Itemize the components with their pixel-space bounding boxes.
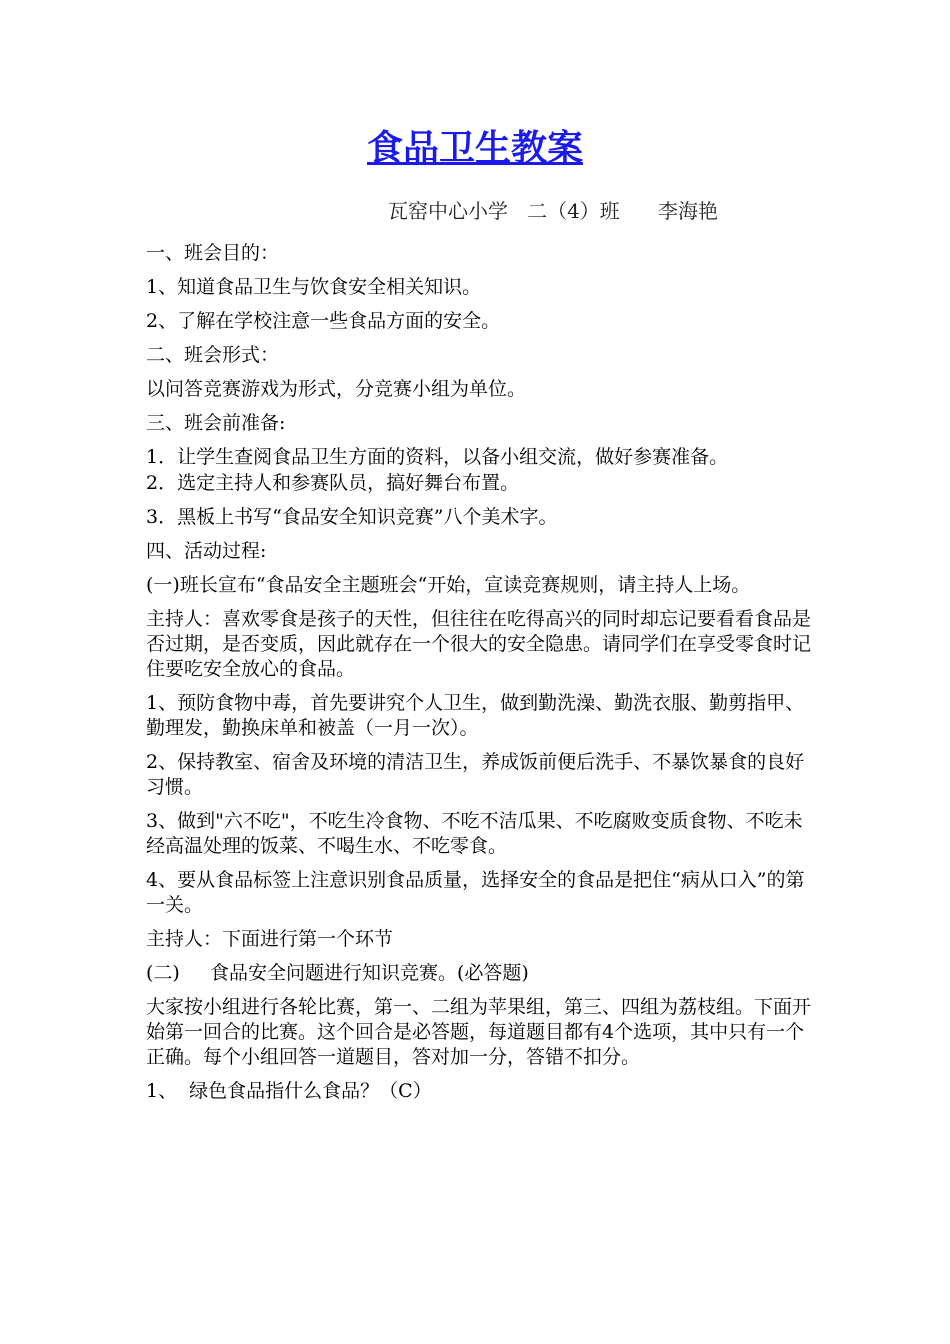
paragraph: 4、要从食品标签上注意识别食品质量，选择安全的食品是把住“病从口入”的第一关。 bbox=[146, 869, 805, 916]
paragraph: 主持人：喜欢零食是孩子的天性，但往往在吃得高兴的同时却忘记要看看食品是否过期，是否变质，因此就存在一个很大的安全隐患。请同学们在享受零食时记住要吃安全放心的食品。 bbox=[146, 608, 812, 680]
document-subtitle: 瓦窑中心小学 二（4）班 李海艳 bbox=[388, 199, 718, 223]
paragraph: 3．黑板上书写“食品安全知识竞赛”八个美术字。 bbox=[146, 506, 558, 528]
section-heading-preparation: 三、班会前准备: bbox=[146, 412, 286, 434]
section-heading-format: 二、班会形式： bbox=[146, 344, 280, 366]
paragraph: (一)班长宣布“食品安全主题班会“开始，宣读竞赛规则，请主持人上场。 bbox=[146, 574, 751, 596]
paragraph: 大家按小组进行各轮比赛，第一、二组为苹果组，第三、四组为荔枝组。下面开始第一回合的比赛。这个回合是必答题，每道题目都有4个选项，其中只有一个正确。每个小组回答一道题目，答对加一分，答错不扣分。 bbox=[146, 996, 812, 1068]
paragraph: (二) 食品安全问题进行知识竞赛。(必答题) bbox=[146, 962, 529, 984]
paragraph: 主持人：下面进行第一个环节 bbox=[146, 928, 394, 950]
paragraph: 2、了解在学校注意一些食品方面的安全。 bbox=[146, 310, 501, 332]
paragraph: 以问答竞赛游戏为形式，分竞赛小组为单位。 bbox=[146, 378, 527, 400]
paragraph: 2、保持教室、宿舍及环境的清洁卫生，养成饭前便后洗手、不暴饮暴食的良好习惯。 bbox=[146, 751, 805, 798]
document-body bbox=[146, 241, 811, 1113]
section-heading-process: 四、活动过程: bbox=[146, 540, 267, 562]
paragraph: 2．选定主持人和参赛队员，搞好舞台布置。 bbox=[146, 472, 520, 494]
paragraph: 1．让学生查阅食品卫生方面的资料，以备小组交流，做好参赛准备。 bbox=[146, 446, 729, 468]
document-title: 食品卫生教案 bbox=[366, 127, 583, 169]
paragraph: 1、知道食品卫生与饮食安全相关知识。 bbox=[146, 276, 482, 298]
section-heading-purpose: 一、班会目的： bbox=[146, 242, 280, 264]
paragraph: 1、预防食物中毒，首先要讲究个人卫生，做到勤洗澡、勤洗衣服、勤剪指甲、勤理发，勤换床单和被盖（一月一次）。 bbox=[146, 692, 805, 739]
question-item: 1、 绿色食品指什么食品？（C） bbox=[146, 1080, 432, 1102]
paragraph: 3、做到"六不吃"，不吃生冷食物、不吃不洁瓜果、不吃腐败变质食物、不吃未经高温处理的饭菜、不喝生水、不吃零食。 bbox=[146, 810, 803, 857]
